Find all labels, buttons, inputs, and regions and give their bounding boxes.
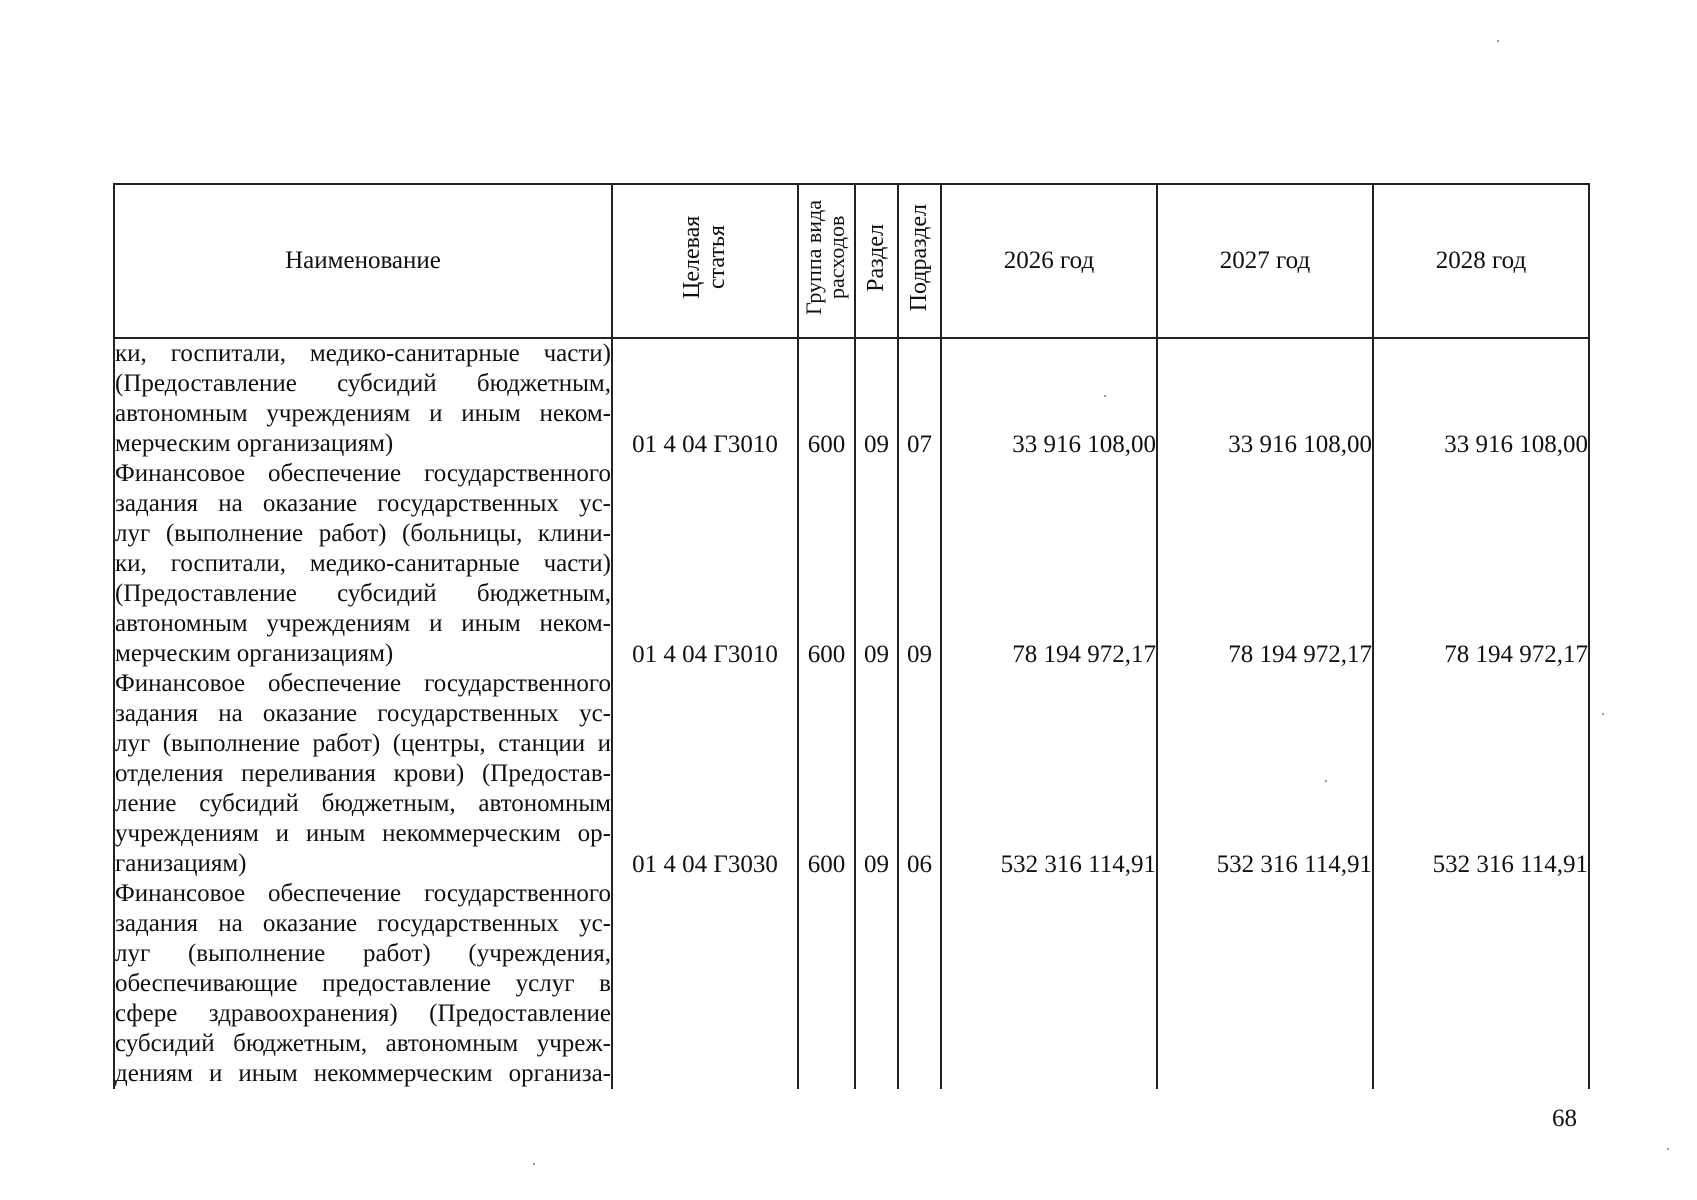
name-line: обеспечивающие предоставление услуг в	[115, 970, 611, 997]
row-name-cell	[114, 879, 612, 1089]
header-year-2027: 2027 год	[1157, 184, 1373, 338]
table-row	[114, 459, 1589, 669]
name-line: задания на оказание государственных ус-	[115, 490, 611, 517]
row-amount-2028	[1373, 879, 1589, 1089]
header-year-2028: 2028 год	[1373, 184, 1589, 338]
name-line: Финансовое обеспечение государственного	[115, 670, 611, 697]
name-line: (Предоставление субсидий бюджетным,	[115, 370, 611, 397]
row-amount-2027	[1157, 879, 1373, 1089]
name-line: (Предоставление субсидий бюджетным,	[115, 580, 611, 607]
name-line: автономным учреждениям и иным неком-	[115, 400, 611, 427]
row-section: 09	[855, 459, 898, 669]
row-amount-2026: 532 316 114,91	[941, 669, 1157, 879]
row-amount-2028: 532 316 114,91	[1373, 669, 1589, 879]
row-subsection	[898, 879, 941, 1089]
name-line: автономным учреждениям и иным неком-	[115, 610, 611, 637]
name-line: ки, госпитали, медико-санитарные части)	[115, 340, 611, 367]
row-amount-2026: 78 194 972,17	[941, 459, 1157, 669]
scan-speck	[1667, 1148, 1669, 1150]
row-target-article	[612, 879, 798, 1089]
row-amount-2027: 33 916 108,00	[1157, 338, 1373, 459]
row-section	[855, 879, 898, 1089]
scan-speck	[1497, 40, 1499, 42]
name-line: задания на оказание государственных ус-	[115, 910, 611, 937]
table-row	[114, 338, 1589, 459]
header-expense-group: Группа вида расходов	[798, 184, 855, 338]
name-line: сфере здравоохранения) (Предоставление	[115, 1000, 611, 1027]
table-row	[114, 879, 1589, 1089]
row-target-article: 01 4 04 Г3010	[612, 338, 798, 459]
row-section: 09	[855, 669, 898, 879]
name-line: ление субсидий бюджетным, автономным	[115, 790, 611, 817]
header-subsection: Подраздел	[898, 184, 941, 338]
row-expense-group: 600	[798, 669, 855, 879]
table-row	[114, 669, 1589, 879]
page-number: 68	[1552, 1105, 1577, 1132]
row-expense-group: 600	[798, 459, 855, 669]
name-line: луг (выполнение работ) (центры, станции и	[115, 730, 611, 757]
header-target-article: Целевая статья	[612, 184, 798, 338]
scan-speck	[533, 1163, 535, 1165]
row-expense-group	[798, 879, 855, 1089]
row-name-cell	[114, 338, 612, 459]
row-amount-2027: 78 194 972,17	[1157, 459, 1373, 669]
row-section: 09	[855, 338, 898, 459]
row-subsection: 07	[898, 338, 941, 459]
name-line: задания на оказание государственных ус-	[115, 700, 611, 727]
name-line: мерческим организациям)	[115, 640, 394, 667]
row-amount-2028: 78 194 972,17	[1373, 459, 1589, 669]
name-line: Финансовое обеспечение государственного	[115, 460, 611, 487]
name-line: ганизациям)	[115, 850, 247, 877]
row-amount-2028: 33 916 108,00	[1373, 338, 1589, 459]
header-year-2026: 2026 год	[941, 184, 1157, 338]
row-name-cell	[114, 459, 612, 669]
name-line: луг (выполнение работ) (учреждения,	[115, 940, 611, 967]
name-line: отделения переливания крови) (Предостав-	[115, 760, 611, 787]
name-line: луг (выполнение работ) (больницы, клини-	[115, 520, 611, 547]
budget-table	[113, 183, 1590, 1089]
row-amount-2027: 532 316 114,91	[1157, 669, 1373, 879]
row-amount-2026	[941, 879, 1157, 1089]
row-subsection: 09	[898, 459, 941, 669]
name-line: мерческим организациям)	[115, 430, 394, 457]
row-target-article: 01 4 04 Г3030	[612, 669, 798, 879]
scan-speck	[1602, 713, 1604, 715]
name-line: учреждениям и иным некоммерческим ор-	[115, 820, 611, 847]
row-target-article: 01 4 04 Г3010	[612, 459, 798, 669]
scan-speck	[1104, 395, 1106, 397]
table-header-row	[114, 184, 1589, 338]
header-section: Раздел	[855, 184, 898, 338]
row-subsection: 06	[898, 669, 941, 879]
name-line: Финансовое обеспечение государственного	[115, 880, 611, 907]
scan-speck	[1325, 780, 1327, 782]
row-amount-2026: 33 916 108,00	[941, 338, 1157, 459]
row-name-cell	[114, 669, 612, 879]
name-line: субсидий бюджетным, автономным учреж-	[115, 1030, 611, 1057]
row-expense-group: 600	[798, 338, 855, 459]
name-line: дениям и иным некоммерческим организа-	[115, 1060, 611, 1087]
header-name: Наименование	[114, 184, 612, 338]
name-line: ки, госпитали, медико-санитарные части)	[115, 550, 611, 577]
